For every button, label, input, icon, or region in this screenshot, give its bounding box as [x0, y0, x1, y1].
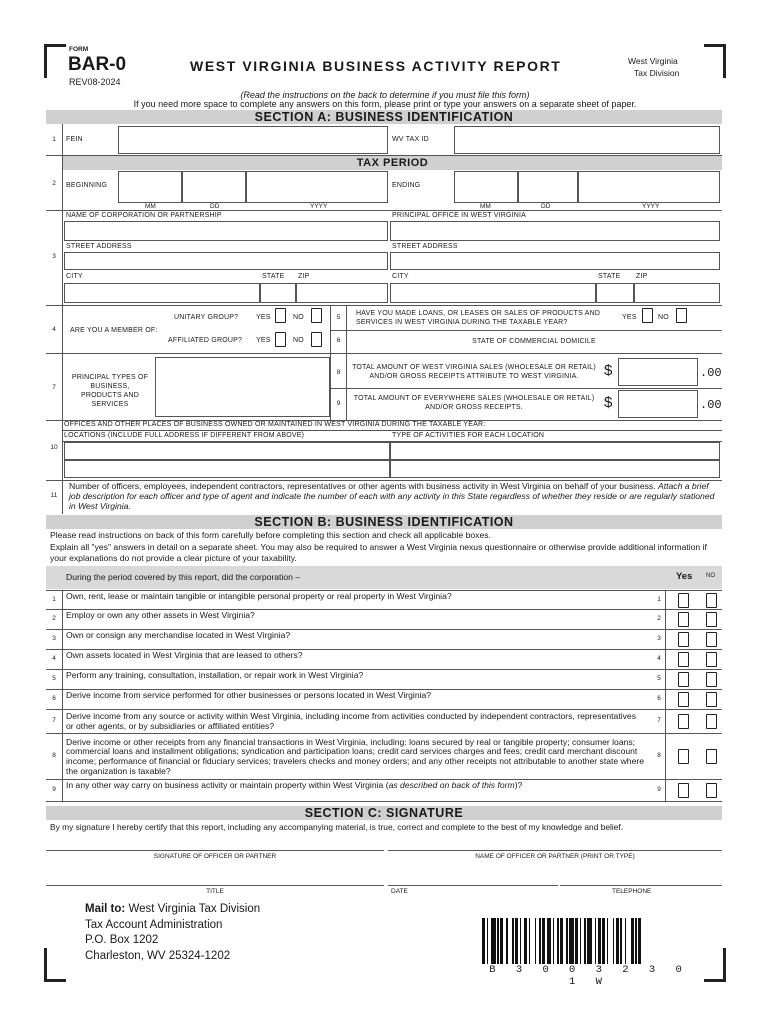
line-number-9: 9: [336, 400, 341, 407]
everywhere-sales-input[interactable]: [618, 390, 698, 418]
barcode-bar: [506, 918, 508, 964]
signature-input[interactable]: [46, 833, 384, 851]
question-yes-checkbox[interactable]: [678, 612, 689, 627]
zip-input-2[interactable]: [634, 283, 720, 303]
question-text: [66, 592, 644, 602]
question-number-right: 6: [657, 695, 661, 702]
unitary-group-label: UNITARY GROUP?: [174, 314, 239, 321]
affiliated-no-checkbox[interactable]: [311, 332, 322, 347]
ending-mm-label: MM: [480, 203, 491, 210]
barcode-bar: [512, 918, 514, 964]
street-address-input-2[interactable]: [390, 252, 720, 270]
affiliated-yes-checkbox[interactable]: [275, 332, 286, 347]
agency-line2: Tax Division: [634, 68, 680, 78]
barcode-bar: [584, 918, 586, 964]
barcode: [482, 918, 696, 964]
question-yes-checkbox[interactable]: [678, 672, 689, 687]
ending-yyyy-input[interactable]: [578, 171, 720, 203]
question-row: [46, 590, 722, 610]
zip-input[interactable]: [296, 283, 388, 303]
member-of-label: ARE YOU A MEMBER OF:: [70, 327, 158, 334]
question-yes-checkbox[interactable]: [678, 714, 689, 729]
question-number-right: 2: [657, 615, 661, 622]
principal-types-input[interactable]: [155, 357, 330, 417]
question-number: 5: [52, 675, 56, 682]
tax-period-title: TAX PERIOD: [63, 156, 722, 170]
question-no-checkbox[interactable]: [706, 632, 717, 647]
activity-input-1[interactable]: [390, 442, 720, 460]
question-number: 4: [52, 655, 56, 662]
question-text: [66, 651, 644, 661]
everywhere-sales-label: TOTAL AMOUNT OF EVERYWHERE SALES (WHOLESALE OR RETAIL) AND/OR GROSS RECEIPTS.: [353, 395, 595, 411]
during-period-label: During the period covered by this report, did the corporation –: [66, 572, 301, 582]
name-label: NAME OF OFFICER OR PARTNER (PRINT OR TYPE): [475, 853, 635, 860]
barcode-bar: [616, 918, 619, 964]
beginning-mm-label: MM: [145, 203, 156, 210]
question-number: 6: [52, 695, 56, 702]
corp-name-input[interactable]: [64, 221, 388, 241]
corner-mark-bottom-right: [704, 948, 726, 982]
barcode-bar: [491, 918, 496, 964]
affiliated-no-label: NO: [293, 337, 304, 344]
title-input[interactable]: [46, 862, 384, 886]
mail-line4: Charleston, WV 25324-1202: [85, 949, 231, 962]
unitary-no-checkbox[interactable]: [311, 308, 322, 323]
question-number-right: 7: [657, 717, 661, 724]
question-text-plain: Perform any training, consultation, installation, or repair work in West Virginia?: [66, 670, 364, 680]
city-input[interactable]: [64, 283, 260, 303]
question-text: [66, 781, 644, 791]
question-row: [46, 710, 722, 734]
question-number-right: 5: [657, 675, 661, 682]
section-c-title: SECTION C: SIGNATURE: [46, 806, 722, 820]
certify-text: By my signature I hereby certify that this report, including any accompanying material, is true, correct and complete to the best of my knowledge and belief.: [50, 822, 624, 832]
barcode-bar: [547, 918, 552, 964]
barcode-bar: [638, 918, 641, 964]
question-text-tail: )?: [514, 780, 523, 791]
line-number-1: 1: [52, 136, 56, 143]
question-row: [46, 690, 722, 710]
wv-tax-id-label: WV TAX ID: [392, 136, 429, 143]
question-no-checkbox[interactable]: [706, 692, 717, 707]
location-input-1[interactable]: [64, 442, 390, 460]
ending-label: ENDING: [392, 182, 421, 189]
unitary-yes-checkbox[interactable]: [275, 308, 286, 323]
barcode-bar: [635, 918, 637, 964]
question-no-checkbox[interactable]: [706, 672, 717, 687]
question-text: [66, 611, 644, 621]
barcode-bar: [602, 918, 605, 964]
beginning-dd-input[interactable]: [182, 171, 246, 203]
corp-name-label: NAME OF CORPORATION OR PARTNERSHIP: [66, 212, 222, 219]
date-input[interactable]: [388, 862, 558, 886]
beginning-label: BEGINNING: [66, 182, 108, 189]
type-activities-label: TYPE OF ACTIVITIES FOR EACH LOCATION: [392, 432, 545, 439]
telephone-label: TELEPHONE: [612, 888, 652, 895]
question-text: [66, 671, 644, 681]
question-text-plain: Own assets located in West Virginia that are leased to others?: [66, 650, 303, 660]
barcode-bar: [553, 918, 555, 964]
barcode-bar: [524, 918, 527, 964]
barcode-bar: [482, 918, 485, 964]
question-no-checkbox[interactable]: [706, 714, 717, 729]
question-number-right: 8: [657, 752, 661, 759]
state-input-2[interactable]: [596, 283, 634, 303]
city-label-2: CITY: [392, 273, 409, 280]
street-address-label: STREET ADDRESS: [66, 243, 132, 250]
question-yes-checkbox[interactable]: [678, 593, 689, 608]
loans-question: HAVE YOU MADE LOANS, OR LEASES OR SALES OF PRODUCTS AND SERVICES IN WEST VIRGINIA DURING THE TAXABLE YEAR?: [356, 310, 601, 326]
question-row: [46, 670, 722, 690]
question-number-right: 3: [657, 635, 661, 642]
question-yes-checkbox[interactable]: [678, 749, 689, 764]
line-number-7: 7: [52, 384, 56, 391]
principal-office-label: PRINCIPAL OFFICE IN WEST VIRGINIA: [392, 212, 527, 219]
instructions-line2: If you need more space to complete any answers on this form, please print or type your answers on a separate sheet of paper.: [133, 99, 637, 109]
question-yes-checkbox[interactable]: [678, 692, 689, 707]
affiliated-yes-label: YES: [256, 337, 271, 344]
form-label: FORM: [69, 46, 89, 53]
section-b-intro2: Explain all "yes" answers in detail on a separate sheet. You may also be required to answer a West Virginia nexus questionnaire or otherwise provide additional information if your explanations do not provide a clear picture of your taxability.: [50, 542, 707, 563]
officers-text-plain: Number of officers, employees, independent contractors, representatives or other agents with business activity in West Virginia on behalf of your business.: [69, 481, 656, 491]
question-row: [46, 734, 722, 780]
corner-mark-bottom-left: [44, 948, 66, 982]
fein-label: FEIN: [66, 136, 83, 143]
question-row: [46, 780, 722, 802]
barcode-bar: [535, 918, 537, 964]
state-domicile-label: STATE OF COMMERCIAL DOMICILE: [472, 338, 596, 345]
question-number: 9: [52, 786, 56, 793]
question-text-plain: In any other way carry on business activity or maintain property within West Virginia (: [66, 780, 389, 791]
ending-yyyy-label: YYYY: [642, 203, 660, 210]
barcode-bar: [487, 918, 489, 964]
activity-input-2[interactable]: [390, 460, 720, 478]
question-no-checkbox[interactable]: [706, 612, 717, 627]
line-number-3: 3: [52, 253, 56, 260]
barcode-bar: [560, 918, 563, 964]
barcode-bar: [542, 918, 545, 964]
loans-yes-checkbox[interactable]: [642, 308, 653, 323]
line-number-4: 4: [52, 326, 56, 333]
form-revision: REV08-2024: [69, 77, 121, 87]
question-text: [66, 691, 644, 701]
mail-to-block: [85, 902, 260, 964]
beginning-dd-label: DD: [210, 203, 220, 210]
state-label-2: STATE: [598, 273, 621, 280]
question-number-right: 9: [657, 786, 661, 793]
question-number-right: 4: [657, 655, 661, 662]
corner-mark-top-right: [704, 44, 726, 78]
line-number-6: 6: [336, 337, 341, 344]
corner-mark-top-left: [44, 44, 66, 78]
section-a-title: SECTION A: BUSINESS IDENTIFICATION: [46, 110, 722, 124]
fein-input[interactable]: [118, 126, 388, 154]
state-input[interactable]: [260, 283, 296, 303]
city-label: CITY: [66, 273, 83, 280]
beginning-yyyy-input[interactable]: [246, 171, 388, 203]
mail-to-label: Mail to:: [85, 903, 126, 915]
barcode-bar: [595, 918, 597, 964]
telephone-input[interactable]: [560, 862, 722, 886]
city-input-2[interactable]: [390, 283, 596, 303]
question-text: [66, 738, 644, 776]
offices-label: OFFICES AND OTHER PLACES OF BUSINESS OWNED OR MAINTAINED IN WEST VIRGINIA DURING THE TAXABLE YEAR:: [64, 421, 486, 428]
section-b-intro1: Please read instructions on back of this form carefully before completing this section and check all applicable boxes.: [50, 530, 491, 540]
wv-sales-label: TOTAL AMOUNT OF WEST VIRGINIA SALES (WHOLESALE OR RETAIL) AND/OR GROSS RECEIPTS ATTRIBUTE TO WEST VIRGINIA.: [352, 364, 596, 380]
barcode-bar: [625, 918, 627, 964]
question-text-plain: Derive income from service performed for other businesses or persons located in West Virginia?: [66, 690, 432, 700]
form-id: BAR-0: [68, 54, 127, 75]
everywhere-sales-cents: .00: [700, 398, 722, 412]
barcode-bar: [580, 918, 582, 964]
affiliated-group-label: AFFILIATED GROUP?: [168, 337, 243, 344]
question-number: 1: [52, 596, 56, 603]
loans-no-label: NO: [658, 314, 669, 321]
barcode-bar: [575, 918, 578, 964]
barcode-bar: [529, 918, 531, 964]
section-b-title: SECTION B: BUSINESS IDENTIFICATION: [46, 515, 722, 529]
question-text-plain: Derive income or other receipts from any financial transactions in West Virginia, including: loans secured by real or tangible property; consumer loans; commercial loans and installment obligations; syndication and participation loans; credit card services charges and fees; credit card merchant discount income; performance of financial or fiduciary services; travelers checks and money orders; and any other receipts not attributable to another state where the organization is taxable?: [66, 736, 644, 776]
question-no-checkbox[interactable]: [706, 749, 717, 764]
barcode-text: B 3 0 0 3 2 3 0 1 W: [489, 964, 689, 988]
everywhere-sales-dollar: $: [604, 394, 613, 411]
question-yes-checkbox[interactable]: [678, 783, 689, 798]
name-input[interactable]: [388, 833, 722, 851]
barcode-bar: [497, 918, 499, 964]
barcode-bar: [557, 918, 559, 964]
state-label: STATE: [262, 273, 285, 280]
mail-line3: P.O. Box 1202: [85, 934, 159, 946]
no-column-header: NO: [706, 573, 715, 579]
loans-no-checkbox[interactable]: [676, 308, 687, 323]
zip-label-2: ZIP: [636, 273, 648, 280]
ending-mm-input[interactable]: [454, 171, 518, 203]
question-no-checkbox[interactable]: [706, 652, 717, 667]
barcode-bar: [607, 918, 609, 964]
location-input-2[interactable]: [64, 460, 390, 478]
zip-label: ZIP: [298, 273, 310, 280]
form-title: WEST VIRGINIA BUSINESS ACTIVITY REPORT: [190, 58, 562, 74]
line-number-10: 10: [50, 444, 58, 451]
street-address-input[interactable]: [64, 252, 388, 270]
barcode-bar: [587, 918, 592, 964]
barcode-bar: [515, 918, 518, 964]
instructions-line1: (Read the instructions on the back to determine if you must file this form): [240, 90, 530, 100]
question-text-plain: Own, rent, lease or maintain tangible or intangible personal property or real property in West Virginia?: [66, 591, 452, 601]
question-text-plain: Derive income from any source or activity within West Virginia, including income from activities conducted by independent contractors, representatives or other agents, or by subsidiaries or affiliated entities?: [66, 711, 636, 731]
principal-office-input[interactable]: [390, 221, 720, 241]
unitary-yes-label: YES: [256, 314, 271, 321]
line-number-11: 11: [50, 492, 58, 499]
beginning-yyyy-label: YYYY: [310, 203, 328, 210]
date-label: DATE: [391, 888, 408, 895]
question-no-checkbox[interactable]: [706, 783, 717, 798]
title-label: TITLE: [206, 888, 224, 895]
barcode-bar: [566, 918, 568, 964]
question-yes-checkbox[interactable]: [678, 652, 689, 667]
barcode-bar: [598, 918, 601, 964]
line-number-8: 8: [336, 369, 341, 376]
question-number: 3: [52, 635, 56, 642]
locations-label: LOCATIONS (INCLUDE FULL ADDRESS IF DIFFERENT FROM ABOVE): [64, 432, 305, 439]
question-text: [66, 712, 644, 731]
question-no-checkbox[interactable]: [706, 593, 717, 608]
question-number: 7: [52, 717, 56, 724]
principal-types-label: PRINCIPAL TYPES OF BUSINESS, PRODUCTS AND SERVICES: [71, 374, 149, 408]
mail-line1: West Virginia Tax Division: [128, 903, 261, 915]
officers-text-italic: Attach a brief job description for each officer and type of agent and indicate the number of each with any activity in this State regardless of whether they reside or are regularly stationed in West Virginia.: [69, 481, 715, 511]
unitary-no-label: NO: [293, 314, 304, 321]
question-number: 8: [52, 752, 56, 759]
barcode-bar: [631, 918, 634, 964]
barcode-bar: [569, 918, 574, 964]
barcode-bar: [500, 918, 503, 964]
question-row: [46, 650, 722, 670]
question-text-italic: as described on back of this form: [388, 780, 515, 791]
line-number-5: 5: [336, 314, 341, 321]
mail-line2: Tax Account Administration: [85, 918, 223, 931]
barcode-bar: [520, 918, 522, 964]
question-text-plain: Employ or own any other assets in West Virginia?: [66, 610, 255, 620]
yes-column-header: Yes: [676, 571, 693, 582]
beginning-mm-input[interactable]: [118, 171, 182, 203]
wv-sales-input[interactable]: [618, 358, 698, 386]
line-number-2: 2: [52, 180, 56, 187]
ending-dd-label: DD: [541, 203, 551, 210]
wv-sales-cents: .00: [700, 366, 722, 380]
barcode-bar: [539, 918, 541, 964]
question-text: [66, 631, 644, 641]
street-address-label-2: STREET ADDRESS: [392, 243, 458, 250]
wv-tax-id-input[interactable]: [454, 126, 720, 154]
question-yes-checkbox[interactable]: [678, 632, 689, 647]
question-text-plain: Own or consign any merchandise located in West Virginia?: [66, 630, 291, 640]
question-number: 2: [52, 615, 56, 622]
question-row: [46, 630, 722, 650]
question-number-right: 1: [657, 596, 661, 603]
officers-text: [69, 481, 721, 511]
ending-dd-input[interactable]: [518, 171, 578, 203]
agency-line1: West Virginia: [628, 56, 678, 66]
signature-label: SIGNATURE OF OFFICER OR PARTNER: [153, 853, 277, 860]
wv-sales-dollar: $: [604, 362, 613, 379]
barcode-bar: [620, 918, 622, 964]
barcode-bar: [613, 918, 615, 964]
question-row: [46, 610, 722, 630]
loans-yes-label: YES: [622, 314, 637, 321]
